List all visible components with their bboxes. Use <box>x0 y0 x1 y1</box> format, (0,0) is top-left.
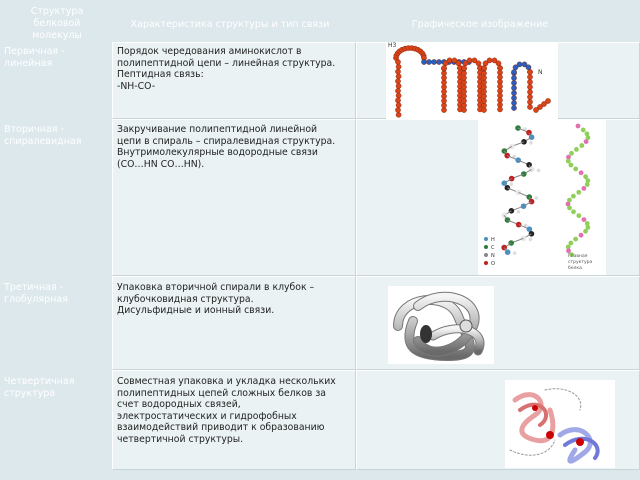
desc-secondary: Закручивание полипептидной линейной цепи в спираль – спиралевидная структура. Внутримолекулярные водородные связи (CO…HN CO…HN). <box>117 124 336 170</box>
bead-chain-illustration <box>386 42 558 120</box>
chain-bead <box>395 107 400 112</box>
quaternary-structure-image <box>505 380 615 468</box>
helix-illustration <box>478 120 606 275</box>
header-image: Графическое изображение <box>411 19 549 30</box>
tertiary-structure-image <box>388 286 494 364</box>
helix-atom <box>504 153 510 159</box>
chain-bead <box>527 74 532 79</box>
quaternary-illustration <box>505 380 615 468</box>
chain-bead <box>496 61 501 66</box>
chain-bead <box>396 83 401 88</box>
chain-bead <box>447 58 452 63</box>
helix-legend: H C N O <box>484 236 495 268</box>
chain-bead <box>511 75 516 80</box>
chain-end-label: N <box>538 69 543 76</box>
secondary-structure-image <box>478 120 606 275</box>
chain-bead <box>396 64 401 69</box>
helix-bead <box>566 248 571 253</box>
helix-atom <box>534 196 538 200</box>
chain-bead <box>511 85 516 90</box>
helix-bead <box>571 209 576 214</box>
chain-bead <box>511 105 516 110</box>
helix-bead <box>583 229 588 234</box>
desc-quaternary: Совместная упаковка и укладка нескольких полипептидных цепей сложных белков за счет водородных связей, электростатических и гидрофобных взаимодействий приводит к образованию четвертичной структуры. <box>117 376 336 445</box>
helix-bead <box>579 170 584 175</box>
helix-atom <box>521 236 527 242</box>
helix-atom <box>513 251 517 255</box>
chain-bead <box>396 112 401 117</box>
helix-atom <box>537 169 541 173</box>
helix-atom <box>516 190 522 196</box>
helix-atom <box>529 141 533 145</box>
desc-tertiary: Упаковка вторичной спирали в клубок – клубочковидная структура. Дисульфидные и ионный связи. <box>117 282 315 316</box>
chain-bead <box>395 88 400 93</box>
helix-atom <box>505 185 511 191</box>
chain-bead <box>421 59 426 64</box>
chain-bead <box>527 69 532 74</box>
chain-bead <box>396 103 401 108</box>
helix-bead <box>576 124 581 129</box>
helix-bead <box>567 206 572 211</box>
helix-atom <box>529 199 535 205</box>
chain-bead <box>527 104 532 109</box>
chain-bead <box>441 65 446 70</box>
helix-bead <box>576 190 581 195</box>
chain-bead <box>527 89 532 94</box>
chain-bead <box>545 98 550 103</box>
chain-bead <box>396 74 401 79</box>
helix-atom <box>509 182 513 186</box>
helix-bead <box>574 147 579 152</box>
helix-bead <box>582 217 587 222</box>
chain-bead <box>511 69 516 74</box>
helix-note: Главная структура белка <box>568 254 593 271</box>
chain-bead <box>511 90 516 95</box>
helix-bead <box>566 159 571 164</box>
helix-bead <box>581 128 586 133</box>
helix-bead <box>568 241 573 246</box>
chain-bead <box>526 65 531 70</box>
chain-bead <box>395 98 400 103</box>
helix-bead <box>569 151 574 156</box>
helix-atom <box>509 144 515 150</box>
row-label-secondary: Вторичная - спиралевидная <box>4 124 82 147</box>
chain-bead <box>431 59 436 64</box>
helix-bead <box>576 213 581 218</box>
header-characteristics: Характеристика структуры и тип связи <box>130 19 330 30</box>
primary-structure-image <box>386 42 558 120</box>
chain-bead <box>527 79 532 84</box>
helix-atom <box>508 240 514 246</box>
helix-atom <box>529 231 535 237</box>
chain-bead <box>517 62 522 67</box>
chain-bead <box>527 94 532 99</box>
chain-bead <box>396 93 401 98</box>
helix-bead <box>579 143 584 148</box>
helix-bead <box>571 194 576 199</box>
chain-bead <box>511 95 516 100</box>
row-label-quaternary: Четвертичная структура <box>4 376 75 399</box>
chain-bead <box>395 59 400 64</box>
chain-bead <box>467 58 472 63</box>
helix-atom <box>521 139 527 145</box>
helix-bead <box>581 186 586 191</box>
row-label-tertiary: Третичная - глобулярная <box>4 282 68 305</box>
header-structure: Структура белковой молекулы <box>30 6 84 41</box>
globule-illustration <box>388 286 494 364</box>
chain-bead <box>527 84 532 89</box>
helix-bead <box>573 237 578 242</box>
chain-bead <box>426 59 431 64</box>
chain-bead <box>395 79 400 84</box>
helix-atom <box>529 167 535 173</box>
helix-bead <box>579 233 584 238</box>
row-label-primary: Первичная - линейная <box>4 46 65 69</box>
helix-bead <box>573 167 578 172</box>
chain-bead <box>476 61 481 66</box>
helix-bead <box>585 182 590 187</box>
chain-start-label: H3 <box>388 42 397 49</box>
chain-bead <box>497 107 502 112</box>
chain-bead <box>481 65 486 70</box>
helix-bead <box>584 139 589 144</box>
helix-atom <box>509 208 515 214</box>
helix-atom <box>517 210 521 214</box>
chain-bead <box>436 59 441 64</box>
helix-atom <box>529 238 533 242</box>
helix-atom <box>505 249 511 255</box>
chain-bead <box>395 69 400 74</box>
helix-atom <box>521 203 527 209</box>
helix-bead <box>569 163 574 168</box>
chain-bead <box>527 99 532 104</box>
chain-bead <box>461 65 466 70</box>
chain-bead <box>456 61 461 66</box>
desc-primary: Порядок чередования аминокислот в полипептидной цепи – линейная структура. Пептидная связь: -NH-CO- <box>117 46 336 92</box>
chain-bead <box>511 100 516 105</box>
chain-bead <box>511 80 516 85</box>
chain-bead <box>487 58 492 63</box>
